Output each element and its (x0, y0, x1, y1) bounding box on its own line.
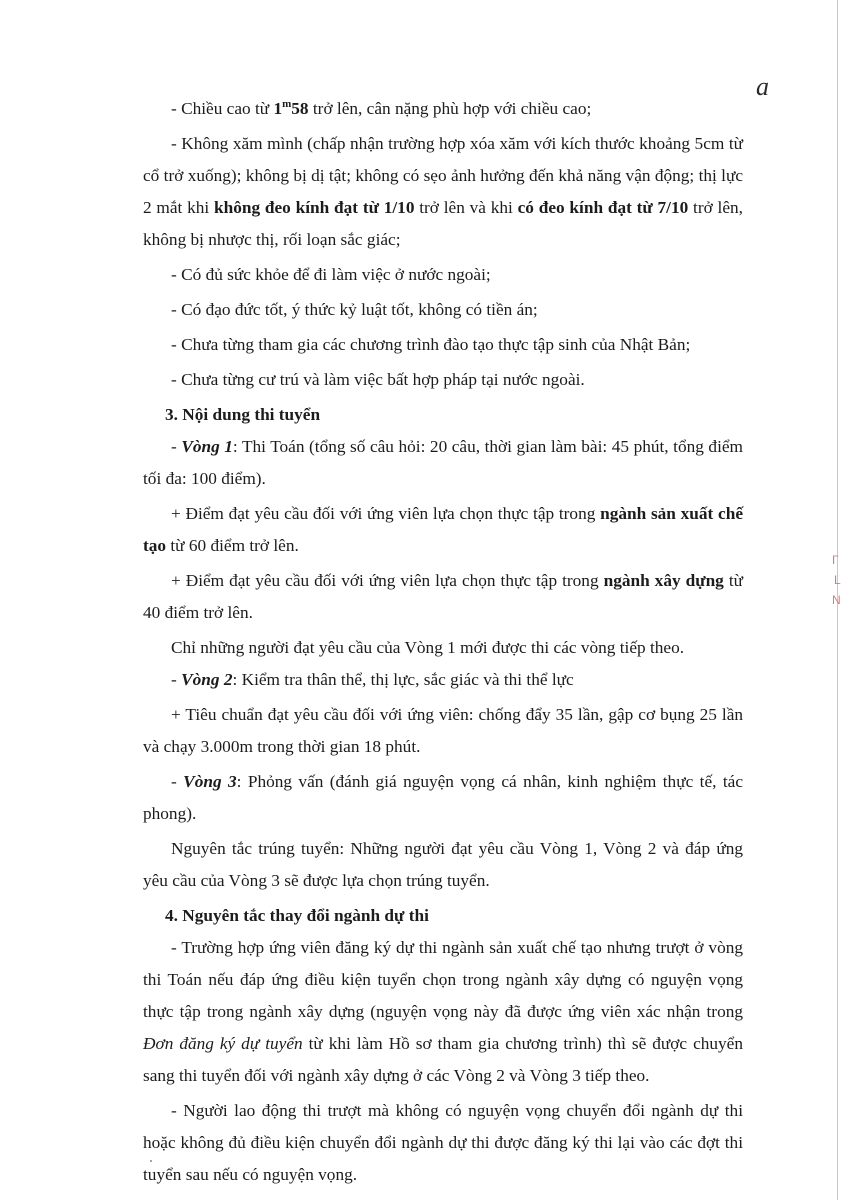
requirement-height: - Chiều cao từ 1$^m$58 trở lên, cân nặng phù hợp với chiều cao; (171, 98, 592, 118)
section-heading-change-field: 4. Nguyên tắc thay đổi ngành dự thi (165, 905, 429, 925)
round-3: - Vòng 3: Phỏng vấn (đánh giá nguyện vọng cá nhân, kinh nghiệm thực tế, tác phong). (143, 771, 743, 823)
round-1-note: Chỉ những người đạt yêu cầu của Vòng 1 mới được thi các vòng tiếp theo. (171, 637, 685, 657)
round-1-construction: + Điểm đạt yêu cầu đối với ứng viên lựa chọn thực tập trong ngành xây dựng từ 40 điểm trở lên. (143, 570, 743, 622)
requirement-no-illegal-stay: - Chưa từng cư trú và làm việc bất hợp pháp tại nước ngoài. (171, 369, 585, 389)
page-speck (150, 1160, 152, 1162)
stamp-fragment-1: Γ (832, 553, 839, 567)
document-body (143, 88, 743, 1191)
stamp-fragment-2: L (834, 573, 841, 587)
requirement-health: - Có đủ sức khỏe để đi làm việc ở nước ngoài; (171, 264, 491, 284)
stamp-fragment-3: N (832, 593, 841, 607)
change-field-rule-1: - Trường hợp ứng viên đăng ký dự thi ngành sản xuất chế tạo nhưng trượt ở vòng thi Toán nếu đáp ứng điều kiện tuyển chọn trong ngành xây dựng có nguyện vọng thực tập trong ngành xây dựng (nguyện vọng này đã được ứng viên xác nhận trong Đơn đăng ký dự tuyển từ khi làm Hồ sơ tham gia chương trình) thì sẽ được chuyển sang thi tuyển đối với ngành xây dựng ở các Vòng 2 và Vòng 3 tiếp theo. (143, 937, 743, 1085)
change-field-rule-2: - Người lao động thi trượt mà không có nguyện vọng chuyển đổi ngành dự thi hoặc không đủ điều kiện chuyển đổi ngành dự thi được đăng ký thi lại vào các đợt thi tuyển sau nếu có nguyện vọng. (143, 1100, 743, 1184)
section-heading-exam-content: 3. Nội dung thi tuyển (165, 404, 321, 424)
selection-principle: Nguyên tắc trúng tuyển: Những người đạt yêu cầu Vòng 1, Vòng 2 và đáp ứng yêu cầu của Vòng 3 sẽ được lựa chọn trúng tuyển. (143, 838, 743, 890)
round-1-manufacturing: + Điểm đạt yêu cầu đối với ứng viên lựa chọn thực tập trong ngành sản xuất chế tạo từ 60 điểm trở lên. (143, 503, 743, 555)
round-1: - Vòng 1: Thi Toán (tổng số câu hỏi: 20 câu, thời gian làm bài: 45 phút, tổng điểm tối đa: 100 điểm). (143, 436, 743, 488)
stamp-fragment (822, 505, 848, 665)
requirement-no-prior-program: - Chưa từng tham gia các chương trình đào tạo thực tập sinh của Nhật Bản; (171, 334, 691, 354)
requirement-ethics: - Có đạo đức tốt, ý thức kỷ luật tốt, không có tiền án; (171, 299, 538, 319)
handwritten-page-mark: a (756, 72, 769, 101)
round-2-criteria: + Tiêu chuẩn đạt yêu cầu đối với ứng viên: chống đẩy 35 lần, gập cơ bụng 25 lần và chạy 3.000m trong thời gian 18 phút. (143, 704, 743, 756)
requirement-tattoo-vision: - Không xăm mình (chấp nhận trường hợp xóa xăm với kích thước khoảng 5cm từ cổ trở xuống); không bị dị tật; không có sẹo ảnh hưởng đến khả năng vận động; thị lực 2 mắt khi không đeo kính đạt từ 1/10 trở lên và khi có đeo kính đạt từ 7/10 trở lên, không bị nhược thị, rối loạn sắc giác; (143, 133, 743, 249)
round-2: - Vòng 2: Kiểm tra thân thể, thị lực, sắc giác và thi thể lực (171, 669, 574, 689)
